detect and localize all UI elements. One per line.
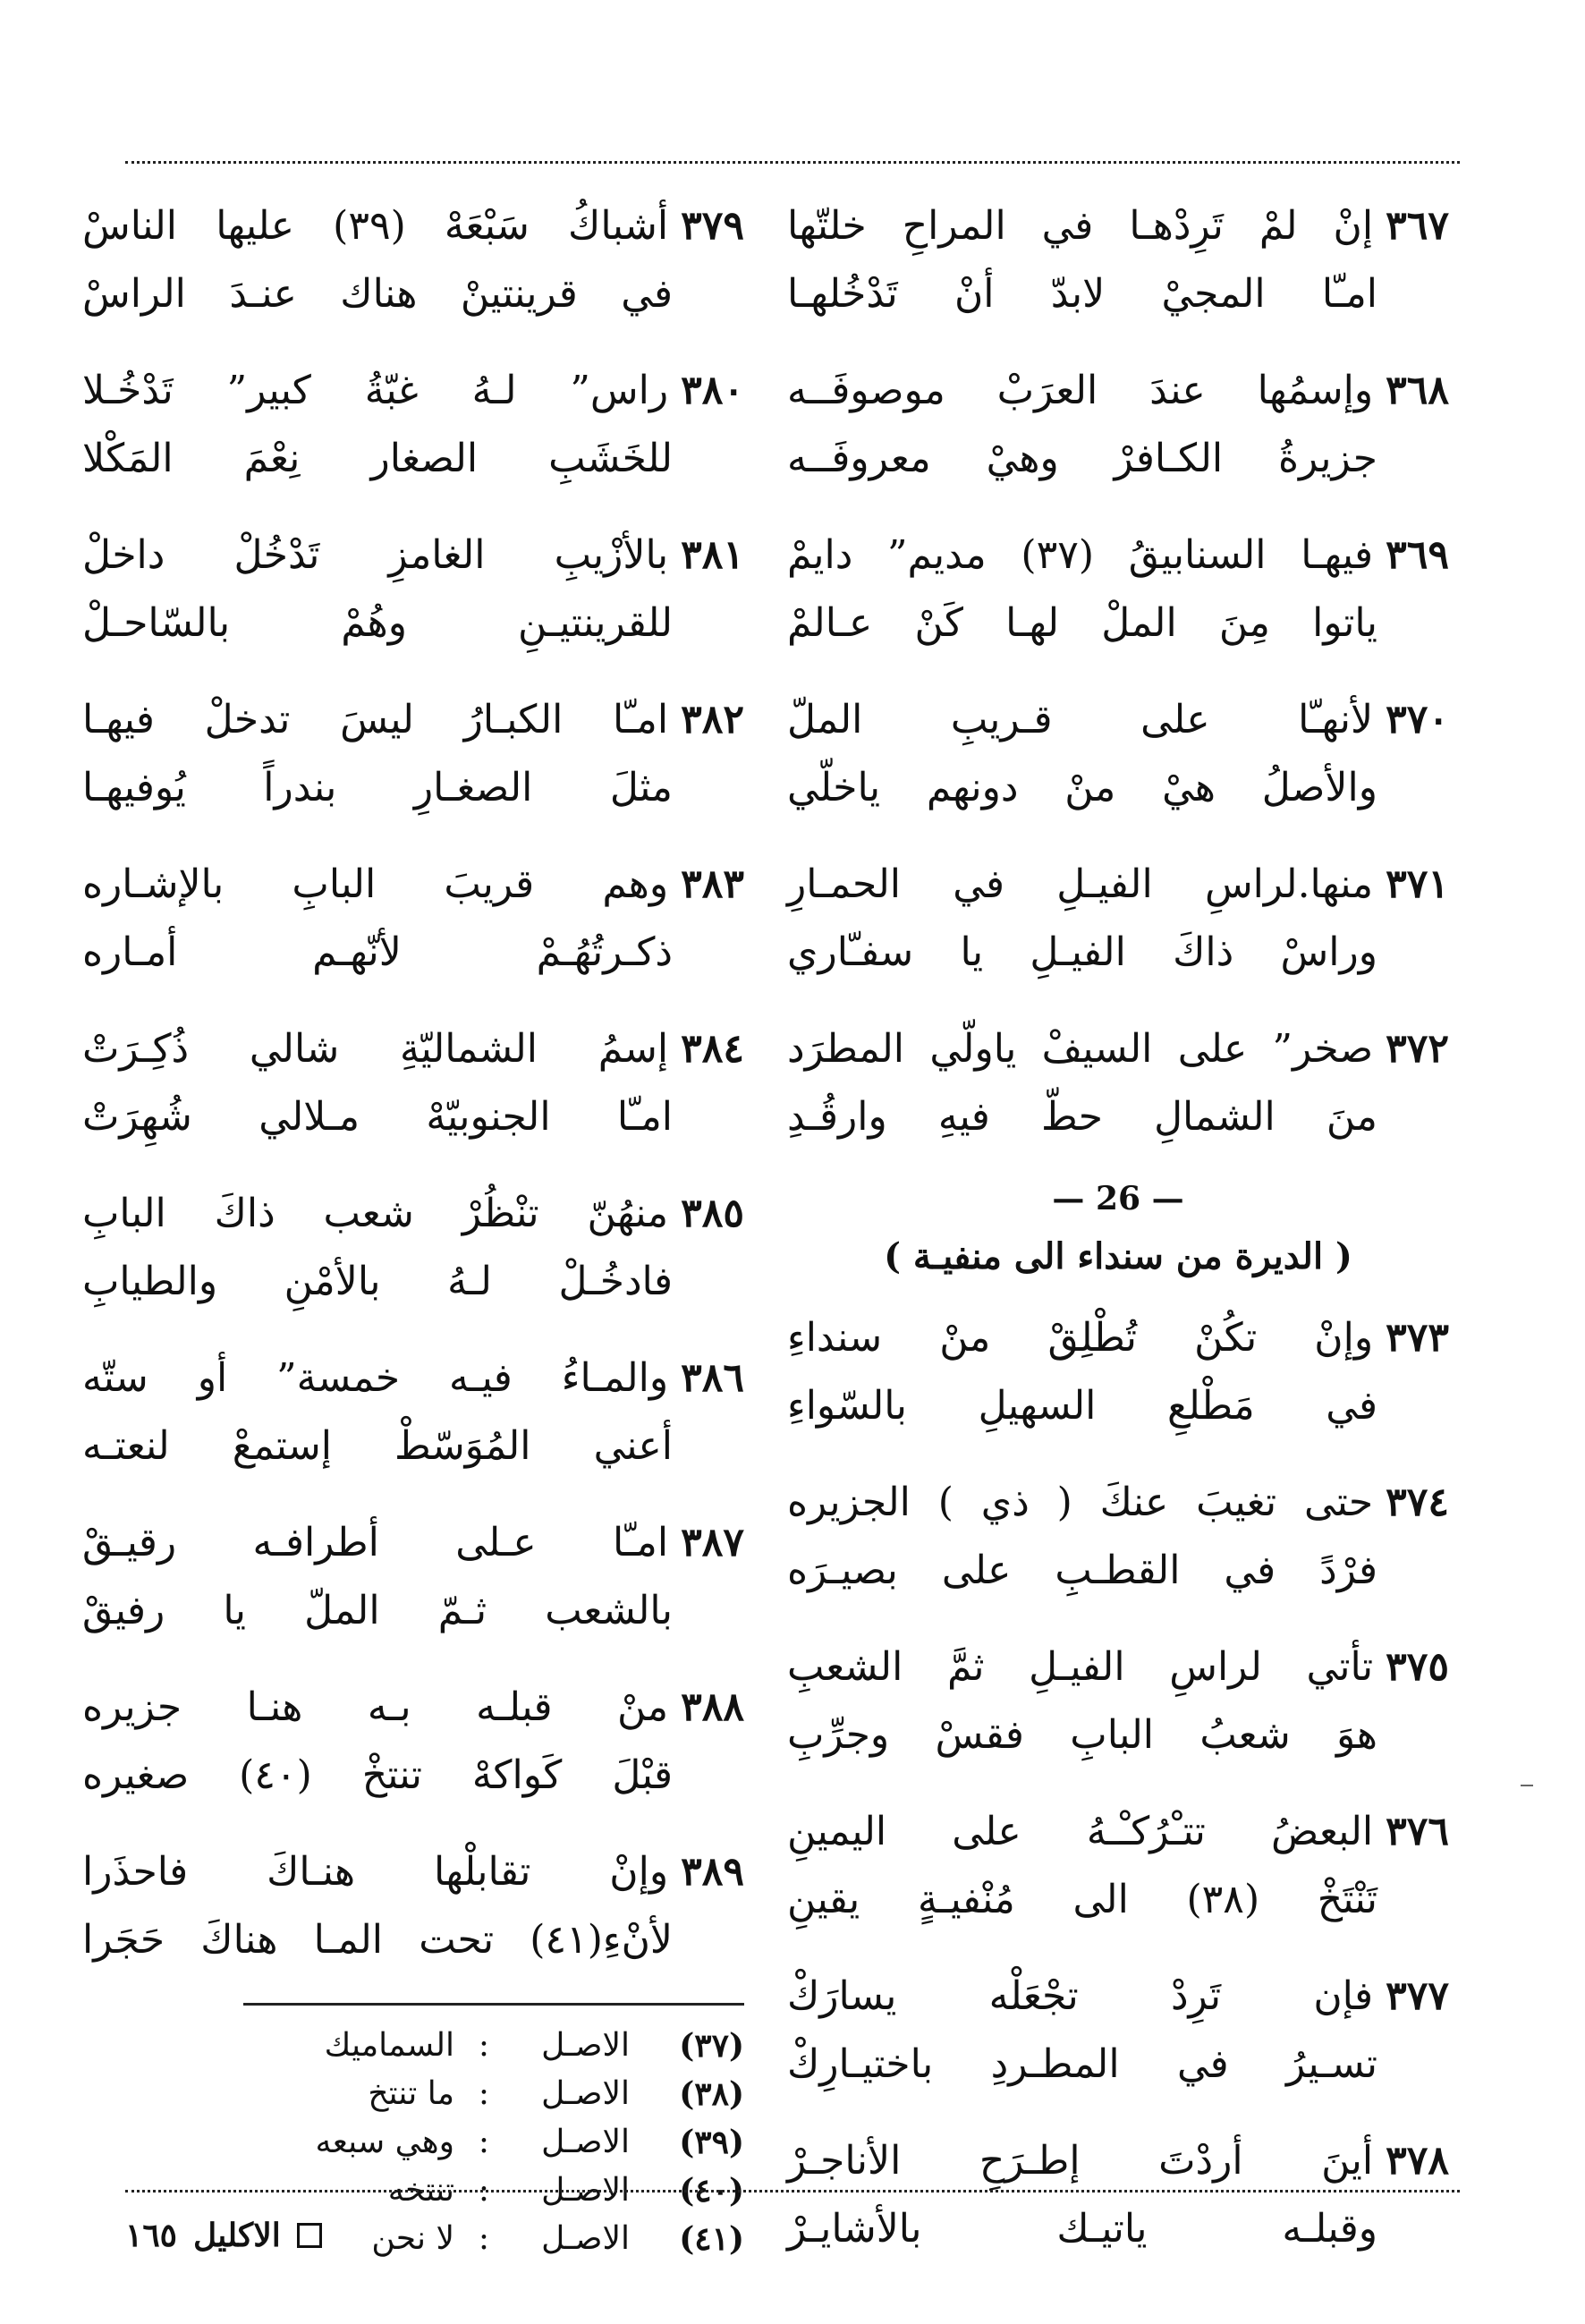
verse-line-1: [82, 1180, 744, 1248]
verse-line-2: هوَ شعبُ البابِ فقسْ وجرِّبِ: [787, 1712, 1377, 1758]
footnote-number: (٣٧): [679, 2027, 744, 2065]
verse-line-2: والأصلُ هيْ منْ دونهم ياخلّي: [787, 765, 1377, 810]
verse-number: ٣٨٠: [681, 368, 744, 413]
verse: [787, 1798, 1449, 1934]
verse-line-2: أعني المُوَسّطْ إستمعْ لنعتـه: [82, 1423, 673, 1469]
verse-line-2: ياتوا مِنَ الملْ لهـا كَنْ عـالمْ: [787, 600, 1377, 646]
verse-text: أشباكُ سَبْعَهْ (٣٩) عليها الناسْ: [82, 203, 669, 249]
verse-line-2: فرْدً في القطـبِ على بصيـرَه: [787, 1548, 1377, 1593]
verse-text: فإن تَرِدْ تجْعَلْه يسارَكْ: [787, 1973, 1374, 2019]
verse-line-1: [787, 1963, 1449, 2031]
verse-text: البعضُ تتـْرُكـْـهُ على اليمينِ: [787, 1809, 1374, 1854]
verse-line-2: للخَشَبِ الصغار نِعْمَ المَكْلا: [82, 436, 673, 481]
footnote-number: (٤٠): [679, 2172, 744, 2209]
verse-line-1: [82, 1344, 744, 1412]
footer-label: الاكليل: [193, 2217, 281, 2254]
footnote-key: الاصـل: [541, 2027, 630, 2064]
verse-line-2: امـّا الجنوبيّهْ مـلالي شُهِرَتْ: [82, 1094, 673, 1140]
verse-line-1: [787, 1469, 1449, 1537]
verse-text: منها.لراسِ الفيـلِ في الحمـارِ: [787, 861, 1374, 907]
verse-line-1: [787, 522, 1449, 589]
verse-number: ٣٨٥: [681, 1191, 744, 1236]
verse-text: تأتي لراسِ الفيـلِ ثمَّ الشعبِ: [787, 1644, 1374, 1690]
verse-text: امـّا الكبـارُ ليسَ تدخلْ فيهـا: [82, 697, 669, 742]
verse-text: إنْ لمْ تَرِدْهـا في المراحِ خلتّها: [787, 203, 1374, 249]
verse-line-1: [787, 192, 1449, 260]
top-dotted-rule: [125, 161, 1460, 164]
verse-text: بالأزْيبِ الغامزِ تَدْخُلْ داخلْ: [82, 532, 669, 578]
verse: [787, 851, 1449, 987]
footnote: [243, 2118, 744, 2167]
footnote-value: لا نحن: [371, 2220, 454, 2257]
footnote: [243, 2070, 744, 2118]
verse-number: ٣٧٨: [1386, 2138, 1449, 2184]
verse: [82, 357, 744, 493]
verse-number: ٣٧٧: [1386, 1973, 1449, 2019]
footnote-separator: :: [478, 2027, 490, 2064]
page-footer: [125, 2217, 322, 2254]
verse-line-2: تَنْتَخْ (٣٨) الى مُنْفيـةٍ يقينِ: [787, 1877, 1377, 1922]
section-title: ( الديرة من سنداء الى منفيـة ): [884, 1235, 1352, 1277]
verse-number: ٣٨٢: [681, 697, 744, 742]
verse-text: أينَ أردْتَ إطـرَحِ الأناجـرْ: [787, 2138, 1374, 2184]
verse-text: صخر” على السيفْ ياولّي المطرَد: [787, 1026, 1374, 1072]
verse-number: ٣٨٩: [681, 1849, 744, 1895]
verse: [82, 1674, 744, 1810]
verse-line-2: للقرينتيـنِ وهُمْ بالسّاحـلْ: [82, 600, 673, 646]
verse-line-1: [787, 357, 1449, 425]
verse: [787, 1469, 1449, 1605]
verse-text: منهُنّ تنْظُرْ شعب ذاكَ البابِ: [82, 1191, 669, 1236]
verse-line-1: [787, 1633, 1449, 1701]
page-marker: — 26 —: [1052, 1180, 1184, 1217]
verse-line-1: [787, 851, 1449, 919]
footnote-value: ما تنتخ: [368, 2075, 454, 2112]
footnote-separator: :: [478, 2124, 490, 2160]
verse-line-2: مثلَ الصغـارِ بندراً يُوفيهـا: [82, 765, 673, 810]
verses-group-b: [787, 1304, 1449, 2263]
verses-group-left: [82, 192, 744, 1974]
verse-number: ٣٧٣: [1386, 1315, 1449, 1361]
verse: [787, 686, 1449, 822]
left-column: [82, 192, 744, 2263]
verse-line-1: [82, 851, 744, 919]
verse-text: وإسمُها عندَ العرَبْ موصوفَــه: [787, 368, 1374, 413]
footnote-separator: :: [478, 2172, 490, 2209]
verse: [787, 1633, 1449, 1769]
verse: [82, 1180, 744, 1316]
verse: [787, 522, 1449, 657]
verses-group-a: [787, 192, 1449, 1151]
footnote-value: تنتخه: [387, 2172, 454, 2209]
verse-line-2: فادخُـلْ لـهُ بالأمْنِ والطيابِ: [82, 1259, 673, 1304]
verse-line-2: قبْلَ كَواكهْ تنتخْ (٤٠) صغيره: [82, 1752, 673, 1798]
verse-line-1: [82, 522, 744, 589]
footnote-key: الاصـل: [541, 2075, 630, 2112]
verse-line-2: في قرينتينْ هناك عنـدَ الراسْ: [82, 271, 673, 317]
verse-number: ٣٨٨: [681, 1684, 744, 1730]
verse-text: إسمُ الشماليّةِ شالي ذُكِـرَتْ: [82, 1026, 669, 1072]
verse-line-1: [787, 2127, 1449, 2195]
footnote: [243, 2022, 744, 2070]
verse-number: ٣٨١: [681, 532, 744, 578]
verse: [787, 192, 1449, 328]
verse-line-1: [82, 1674, 744, 1742]
verse-line-1: [82, 1015, 744, 1083]
verse-number: ٣٧٩: [681, 203, 745, 249]
verse-line-1: [787, 1798, 1449, 1866]
footnote-key: الاصـل: [541, 2172, 630, 2209]
verse-text: راس” لـهُ غبّةُ كبير” تَدْخُـلا: [82, 368, 669, 413]
verse: [787, 1963, 1449, 2099]
verse-line-1: [787, 1304, 1449, 1372]
verse-text: حتى تغيبَ عنكَ ( ذي ) الجزيره: [787, 1480, 1374, 1525]
verse-number: ٣٧٠: [1386, 697, 1449, 742]
verse-line-2: ذكـرتُهُـمْ لأنّهـم أمـاره: [82, 929, 673, 975]
verse: [787, 357, 1449, 493]
footnote-value: وهي سبعه: [315, 2124, 454, 2160]
footer-page-number: ١٦٥: [125, 2217, 178, 2254]
verse: [82, 522, 744, 657]
verse-number: ٣٦٨: [1386, 368, 1449, 413]
footnote-number: (٣٨): [679, 2075, 744, 2113]
verse: [82, 192, 744, 328]
verse-number: ٣٨٤: [681, 1026, 744, 1072]
verse: [787, 1015, 1449, 1151]
verse-line-2: منَ الشمالِ حطّ فيهِ وارقُـدِ: [787, 1094, 1377, 1140]
verse-number: ٣٦٩: [1386, 532, 1449, 578]
verse-number: ٣٧١: [1386, 861, 1449, 907]
footnote-separator: :: [478, 2075, 490, 2112]
margin-mark: [1521, 1785, 1533, 1786]
square-icon: [297, 2223, 322, 2248]
verse-number: ٣٨٦: [681, 1355, 744, 1401]
verse: [787, 1304, 1449, 1440]
verse-line-1: [82, 192, 744, 260]
verse-number: ٣٧٢: [1386, 1026, 1449, 1072]
footnotes-rule: [243, 2003, 744, 2006]
bottom-dotted-rule: [125, 2190, 1460, 2193]
verse-text: وهم قريبَ البابِ بالإشـاره: [82, 861, 669, 907]
verse-number: ٣٧٤: [1386, 1480, 1449, 1525]
footnote-key: الاصـل: [541, 2124, 630, 2160]
verse-line-1: [82, 686, 744, 754]
verse-text: منْ قبلـه بـه هنـا جزيره: [82, 1684, 669, 1730]
right-column: [787, 192, 1449, 2292]
verse-number: ٣٧٦: [1386, 1809, 1449, 1854]
verse-number: ٣٧٥: [1386, 1644, 1449, 1690]
verse-line-2: لأنْءِ(٤١) تحت المـا هناكَ حَجَرا: [82, 1917, 673, 1963]
verse-text: وإنْ تكُنْ تُطْلِقْ منْ سنداءِ: [787, 1315, 1374, 1361]
footnote-number: (٣٩): [679, 2124, 744, 2161]
verse-line-1: [82, 1509, 744, 1577]
verse-text: امـّا عـلى أطرافـه رقيـقْ: [82, 1520, 669, 1565]
verse: [82, 851, 744, 987]
verse-number: ٣٨٣: [681, 861, 744, 907]
verse-line-2: بالشعب ثـمّ الملّ يا رفيقْ: [82, 1588, 673, 1633]
verse-line-1: [787, 1015, 1449, 1083]
verse-text: فيهـا السنابيقُ (٣٧) مديم” دايمْ: [787, 532, 1374, 578]
footnote-number: (٤١): [679, 2220, 744, 2258]
verse-line-2: في مَطْلعِ السهيلِ بالسّواءِ: [787, 1383, 1377, 1429]
verse-line-2: وقبلـه ياتيـك بالأشايـرْ: [787, 2206, 1377, 2252]
verse: [82, 1344, 744, 1480]
verse-line-2: تسـيرُ في المطـردِ باختيـارِكْ: [787, 2041, 1377, 2087]
verse-number: ٣٨٧: [681, 1520, 744, 1565]
verse: [82, 1015, 744, 1151]
verse-text: وإنْ تقابلْها هنـاكَ فاحذَرا: [82, 1849, 669, 1895]
verse-number: ٣٦٧: [1386, 203, 1449, 249]
verse: [82, 686, 744, 822]
verse-line-1: [787, 686, 1449, 754]
verse-text: لأنهـّا على قـريبِ الملّ: [787, 697, 1374, 742]
verse-line-1: [82, 357, 744, 425]
verse-line-2: جزيرةُ الكـافرْ وهيْ معروفَــه: [787, 436, 1377, 481]
verse-line-2: وراسْ ذاكَ الفيـلِ يا سفـّاري: [787, 929, 1377, 975]
footnote-value: السماميك: [324, 2027, 454, 2064]
verse-text: والمـاءُ فيـه خمسة” أو ستّه: [82, 1355, 669, 1401]
footnote-key: الاصـل: [541, 2220, 630, 2257]
verse: [82, 1838, 744, 1974]
verse-line-1: [82, 1838, 744, 1906]
verse: [82, 1509, 744, 1645]
verse: [787, 2127, 1449, 2263]
verse-line-2: امـّا المجيْ لابدّ أنْ تَدْخُلهـا: [787, 271, 1377, 317]
footnote-separator: :: [478, 2220, 490, 2257]
